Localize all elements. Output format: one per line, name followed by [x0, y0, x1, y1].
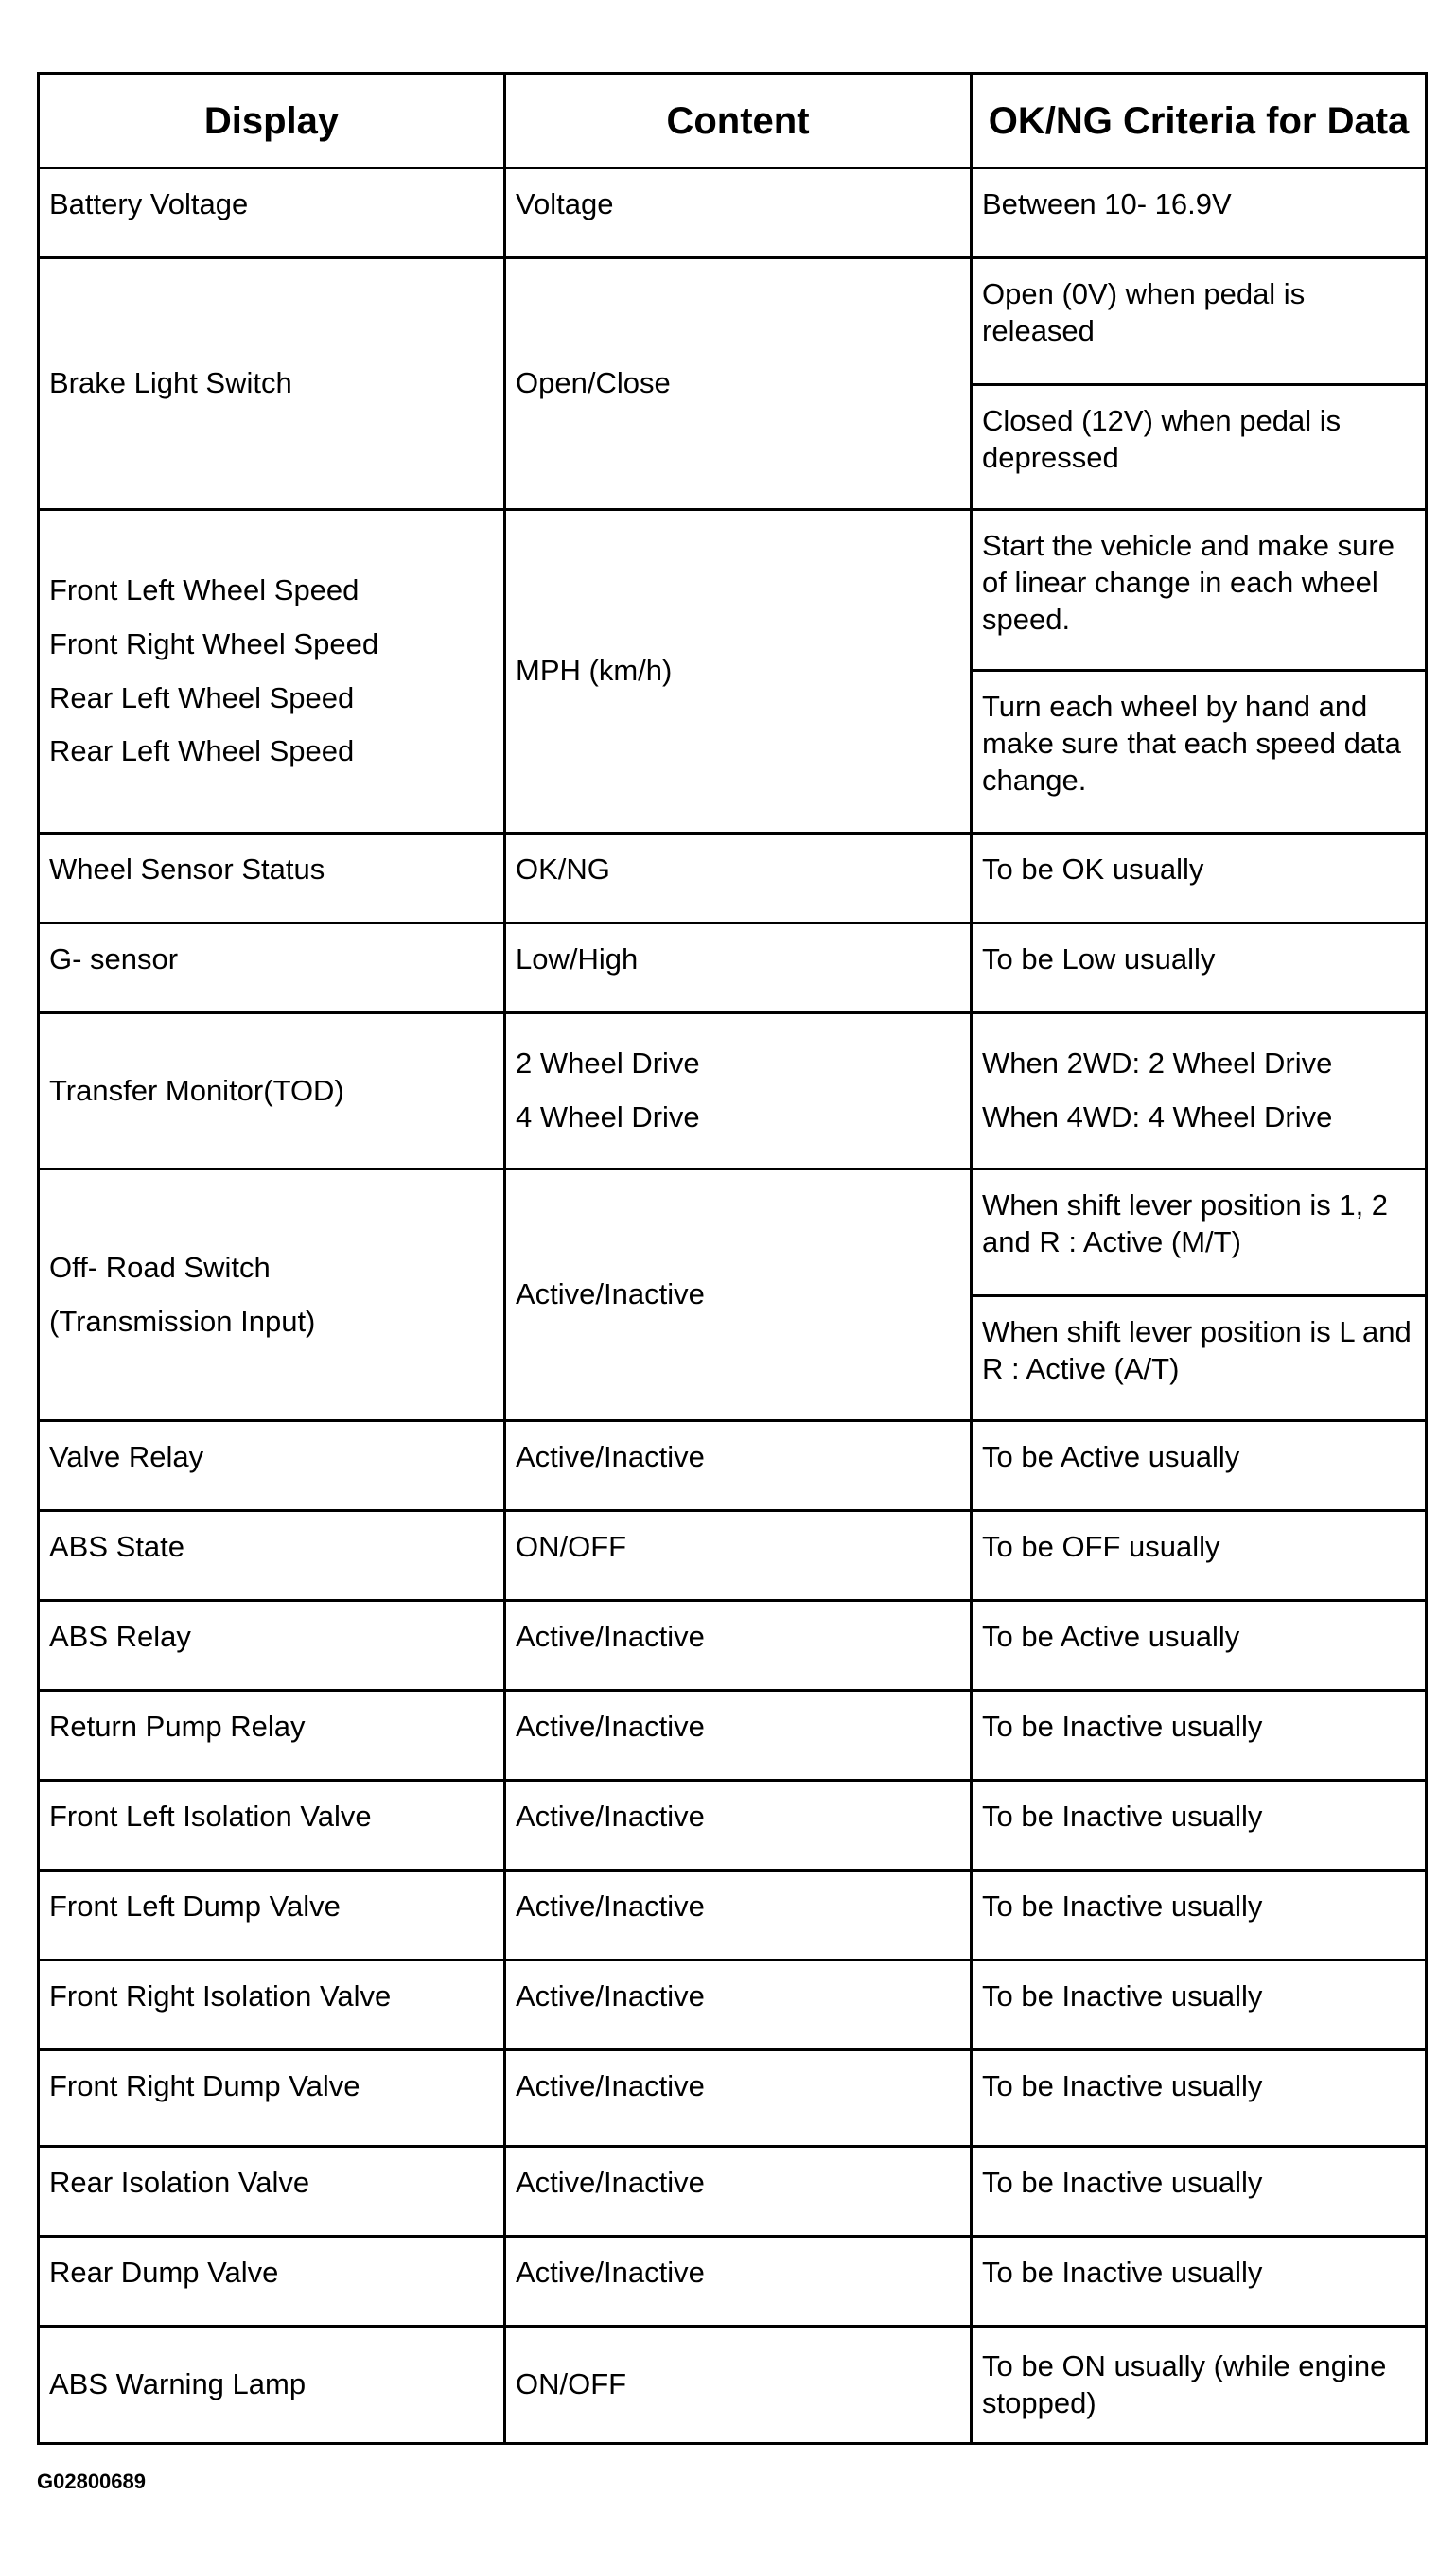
table-row: [39, 1013, 1427, 1169]
display-cell: Transfer Monitor(TOD): [39, 1013, 505, 1169]
display-cell: Brake Light Switch: [39, 258, 505, 510]
header-content: Content: [505, 74, 972, 168]
table-row: [39, 1781, 1427, 1871]
content-cell: Active/Inactive: [505, 1960, 972, 2050]
display-cell: Valve Relay: [39, 1421, 505, 1511]
criteria-cell: To be ON usually (while engine stopped): [972, 2327, 1427, 2444]
content-cell: Active/Inactive: [505, 1421, 972, 1511]
display-cell: Front Right Isolation Valve: [39, 1960, 505, 2050]
criteria-cell: Turn each wheel by hand and make sure that each speed data change.: [972, 671, 1427, 834]
content-cell: ON/OFF: [505, 1511, 972, 1601]
display-cell: Battery Voltage: [39, 168, 505, 258]
criteria-cell: Start the vehicle and make sure of linear change in each wheel speed.: [972, 510, 1427, 671]
display-cell: ABS State: [39, 1511, 505, 1601]
display-line: Front Right Wheel Speed: [49, 626, 379, 660]
display-cell: Rear Isolation Valve: [39, 2147, 505, 2237]
table-row: [39, 1511, 1427, 1601]
display-cell: Rear Dump Valve: [39, 2237, 505, 2327]
criteria-cell: To be Low usually: [972, 923, 1427, 1013]
header-criteria: OK/NG Criteria for Data: [972, 74, 1427, 168]
display-cell: Front Right Dump Valve: [39, 2050, 505, 2147]
content-cell: Low/High: [505, 923, 972, 1013]
header-row: [39, 74, 1427, 168]
criteria-cell: To be Inactive usually: [972, 2147, 1427, 2237]
table-row: [39, 168, 1427, 258]
criteria-cell: Between 10- 16.9V: [972, 168, 1427, 258]
display-line: (Transmission Input): [49, 1304, 316, 1338]
table-row: [39, 1169, 1427, 1296]
content-cell: ON/OFF: [505, 2327, 972, 2444]
table-row: [39, 2147, 1427, 2237]
header-display: Display: [39, 74, 505, 168]
table-row: [39, 2237, 1427, 2327]
criteria-line: When 2WD: 2 Wheel Drive: [982, 1046, 1333, 1081]
table-row: [39, 1691, 1427, 1781]
display-line: Front Left Wheel Speed: [49, 573, 360, 606]
criteria-cell: [972, 1013, 1427, 1169]
content-cell: Active/Inactive: [505, 1601, 972, 1691]
criteria-cell: To be Inactive usually: [972, 1871, 1427, 1960]
diagnostic-data-table: [37, 72, 1428, 2445]
criteria-cell: To be Inactive usually: [972, 1960, 1427, 2050]
criteria-cell: To be Active usually: [972, 1601, 1427, 1691]
table-row: [39, 1871, 1427, 1960]
criteria-cell: To be Inactive usually: [972, 2050, 1427, 2147]
criteria-cell: To be Inactive usually: [972, 1691, 1427, 1781]
criteria-cell: When shift lever position is 1, 2 and R : Active (M/T): [972, 1169, 1427, 1296]
table-row: [39, 1960, 1427, 2050]
display-line: Rear Left Wheel Speed: [49, 680, 355, 714]
display-cell: G- sensor: [39, 923, 505, 1013]
content-line: 2 Wheel Drive: [516, 1046, 700, 1081]
content-cell: Active/Inactive: [505, 1781, 972, 1871]
table-row: [39, 1421, 1427, 1511]
display-cell: [39, 510, 505, 834]
display-cell: Wheel Sensor Status: [39, 834, 505, 923]
content-cell: Active/Inactive: [505, 1169, 972, 1421]
criteria-cell: When shift lever position is L and R : Active (A/T): [972, 1296, 1427, 1421]
display-line: Off- Road Switch: [49, 1250, 271, 1284]
content-cell: Active/Inactive: [505, 2050, 972, 2147]
content-cell: OK/NG: [505, 834, 972, 923]
table-row: [39, 2050, 1427, 2147]
content-cell: Voltage: [505, 168, 972, 258]
display-cell: Return Pump Relay: [39, 1691, 505, 1781]
criteria-line: When 4WD: 4 Wheel Drive: [982, 1100, 1333, 1134]
content-cell: Active/Inactive: [505, 1691, 972, 1781]
display-cell: [39, 1169, 505, 1421]
table-row: [39, 1601, 1427, 1691]
display-cell: ABS Warning Lamp: [39, 2327, 505, 2444]
content-cell: Open/Close: [505, 258, 972, 510]
content-cell: Active/Inactive: [505, 2237, 972, 2327]
table-row: [39, 258, 1427, 385]
display-cell: ABS Relay: [39, 1601, 505, 1691]
display-cell: Front Left Isolation Valve: [39, 1781, 505, 1871]
table-row: [39, 834, 1427, 923]
criteria-cell: To be Inactive usually: [972, 2237, 1427, 2327]
criteria-cell: To be OK usually: [972, 834, 1427, 923]
table-row: [39, 510, 1427, 671]
content-cell: Active/Inactive: [505, 2147, 972, 2237]
table-row: [39, 2327, 1427, 2444]
display-cell: Front Left Dump Valve: [39, 1871, 505, 1960]
criteria-cell: To be Active usually: [972, 1421, 1427, 1511]
content-cell: Active/Inactive: [505, 1871, 972, 1960]
criteria-cell: To be OFF usually: [972, 1511, 1427, 1601]
content-line: 4 Wheel Drive: [516, 1100, 700, 1134]
criteria-cell: Open (0V) when pedal is released: [972, 258, 1427, 385]
content-cell: [505, 1013, 972, 1169]
display-line: Rear Left Wheel Speed: [49, 734, 355, 768]
criteria-cell: To be Inactive usually: [972, 1781, 1427, 1871]
figure-id: G02800689: [37, 2470, 146, 2493]
table-row: [39, 923, 1427, 1013]
criteria-cell: Closed (12V) when pedal is depressed: [972, 385, 1427, 510]
content-cell: MPH (km/h): [505, 510, 972, 834]
